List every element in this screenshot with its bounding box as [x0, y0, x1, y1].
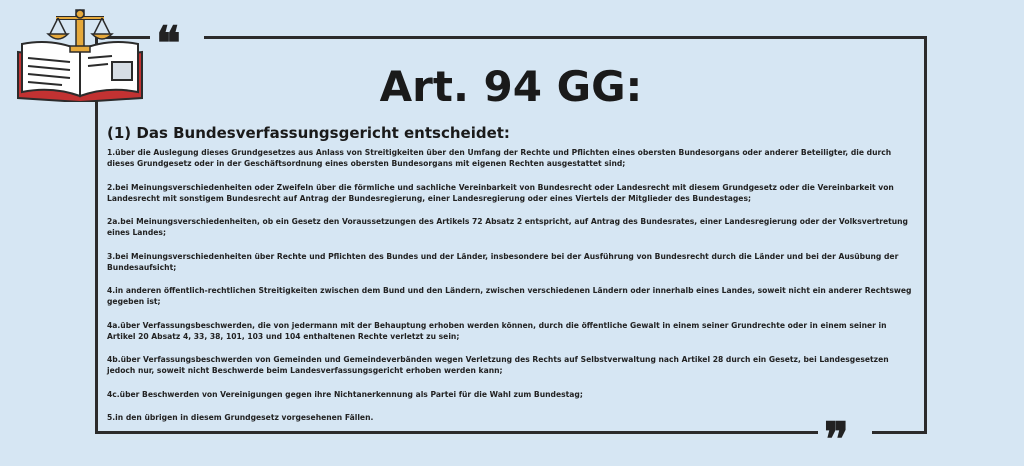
paragraph-1: 1.über die Auslegung dieses Grundgesetzes aus Anlass von Streitigkeiten über den Umfang der Rechte und Pflichten eines obersten Bundesorgans oder anderer Beteiligter, die durch dieses Grundgesetz oder in der Geschäftsordnung eines obersten Bundesorgans mit eigenen Rechten ausgestattet sind;	[107, 148, 892, 168]
open-quote-icon: ❝	[156, 16, 179, 70]
paragraph-2: 2.bei Meinungsverschiedenheiten oder Zweifeln über die förmliche und sachliche Vereinbarkeit von Bundesrecht oder Landesrecht mit diesem Grundgesetz oder die Vereinbarkeit von Landesrecht mit sonstigem Bundesrecht auf Antrag der Bundesregierung, einer Landesregierung oder eines Viertels der Mitglieder des Bundestages;	[107, 182, 894, 203]
paragraph-4b: 4b.über Verfassungsbeschwerden von Gemeinden und Gemeindeverbänden wegen Verletzung des Rechts auf Selbstverwaltung nach Artikel 28 durch ein Gesetz, bei Landesgesetzen jedoch nur, soweit nicht Beschwerde beim Landesverfassungsgericht erhoben werden kann;	[107, 355, 889, 375]
section-subtitle: (1) Das Bundesverfassungsgericht entscheidet:	[107, 124, 510, 142]
paragraph-list	[107, 147, 915, 436]
close-quote-icon: ❞	[824, 412, 847, 466]
paragraph-2a: 2a.bei Meinungsverschiedenheiten, ob ein Gesetz den Voraussetzungen des Artikels 72 Absatz 2 entspricht, auf Antrag des Bundesrates, einer Landesregierung oder der Volksvertretung eines Landes;	[107, 217, 908, 237]
paragraph-4c: 4c.über Beschwerden von Vereinigungen gegen ihre Nichtanerkennung als Partei für die Wahl zum Bundestag;	[107, 389, 583, 399]
paragraph-4: 4.in anderen öffentlich-rechtlichen Streitigkeiten zwischen dem Bund und den Ländern, zwischen verschiedenen Ländern oder innerhalb eines Landes, soweit nicht ein anderer Rechtsweg gegeben ist;	[107, 286, 912, 306]
paragraph-5: 5.in den übrigen in diesem Grundgesetz vorgesehenen Fällen.	[107, 413, 374, 422]
page-title: Art. 94 GG:	[379, 62, 643, 111]
paragraph-3: 3.bei Meinungsverschiedenheiten über Rechte und Pflichten des Bundes und der Länder, insbesondere bei der Ausführung von Bundesrecht durch die Länder und bei der Ausübung der Bundesaufsicht;	[107, 251, 899, 272]
paragraph-4a: 4a.über Verfassungsbeschwerden, die von jedermann mit der Behauptung erhoben werden können, durch die öffentliche Gewalt in einem seiner Grundrechte oder in einem seiner in Artikel 20 Absatz 4, 33, 38, 101, 103 und 104 enthaltenen Rechte verletzt zu sein;	[107, 320, 887, 341]
